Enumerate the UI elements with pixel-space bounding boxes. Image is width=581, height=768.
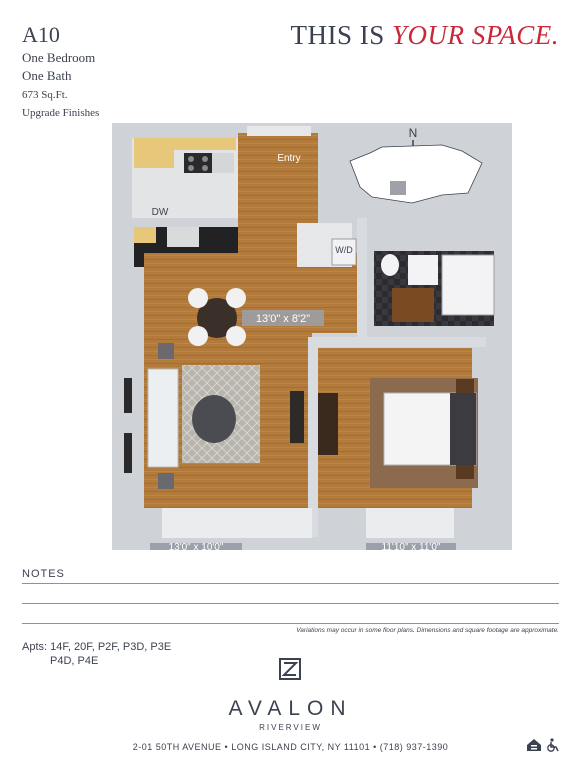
compass-label: N	[408, 126, 418, 140]
notes-label: NOTES	[22, 568, 65, 580]
coffee-table	[192, 395, 236, 443]
apartments-line-2: P4D, P4E	[50, 655, 99, 667]
note-line-2	[22, 603, 559, 604]
headline	[290, 20, 559, 51]
avalon-logo-icon	[279, 658, 301, 680]
square-footage: 673 Sq.Ft.	[22, 89, 68, 101]
equal-housing-icon	[527, 739, 541, 751]
sink-icon	[408, 255, 438, 285]
toilet-icon	[381, 254, 399, 276]
dishwasher-label: DW	[151, 207, 169, 218]
washer-dryer-label: W/D	[335, 245, 353, 255]
note-line-3	[22, 623, 559, 624]
bathtub-icon	[442, 255, 494, 315]
living-dimensions: 13'0" x 10'0"	[168, 542, 224, 550]
window-left-1	[124, 378, 132, 413]
address: 2-01 50TH AVENUE • LONG ISLAND CITY, NY 11101 • (718) 937-1390	[132, 742, 449, 752]
nightstand	[456, 379, 474, 393]
finishes-label: Upgrade Finishes	[22, 107, 100, 119]
wheelchair-icon	[548, 738, 558, 751]
bath-count: One Bath	[22, 68, 72, 83]
brand-subtitle: RIVERVIEW	[259, 723, 322, 732]
brand-name: AVALON	[228, 697, 353, 720]
sofa-icon	[148, 369, 178, 467]
dresser	[318, 393, 338, 455]
dining-dimensions: 13'0" x 8'2"	[255, 313, 311, 325]
floor-plan-drawing	[112, 123, 512, 550]
headline-prefix: THIS IS	[290, 20, 385, 50]
stove-icon	[184, 153, 212, 173]
floor-plan	[112, 123, 512, 550]
accessibility-icons	[526, 738, 562, 752]
bedroom-wall	[308, 337, 318, 537]
upper-cabinets	[134, 138, 174, 168]
living-window	[162, 508, 312, 538]
bedroom-dimensions: 11'10" x 11'0"	[381, 542, 441, 550]
side-table	[158, 343, 174, 359]
entry-label: Entry	[277, 153, 301, 164]
media-console	[290, 391, 304, 443]
unit-code: A10	[22, 22, 60, 47]
bath-mat	[392, 288, 434, 322]
bedroom-count: One Bedroom	[22, 50, 96, 65]
note-line-1	[22, 583, 559, 584]
disclaimer: Variations may occur in some floor plans. Dimensions and square footage are approximate.	[296, 627, 559, 634]
bedroom-window	[366, 508, 454, 538]
key-plan-highlight	[390, 181, 406, 195]
apartments-line-1: Apts: 14F, 20F, P2F, P3D, P3E	[22, 641, 172, 653]
headline-accent: YOUR SPACE.	[391, 20, 559, 50]
